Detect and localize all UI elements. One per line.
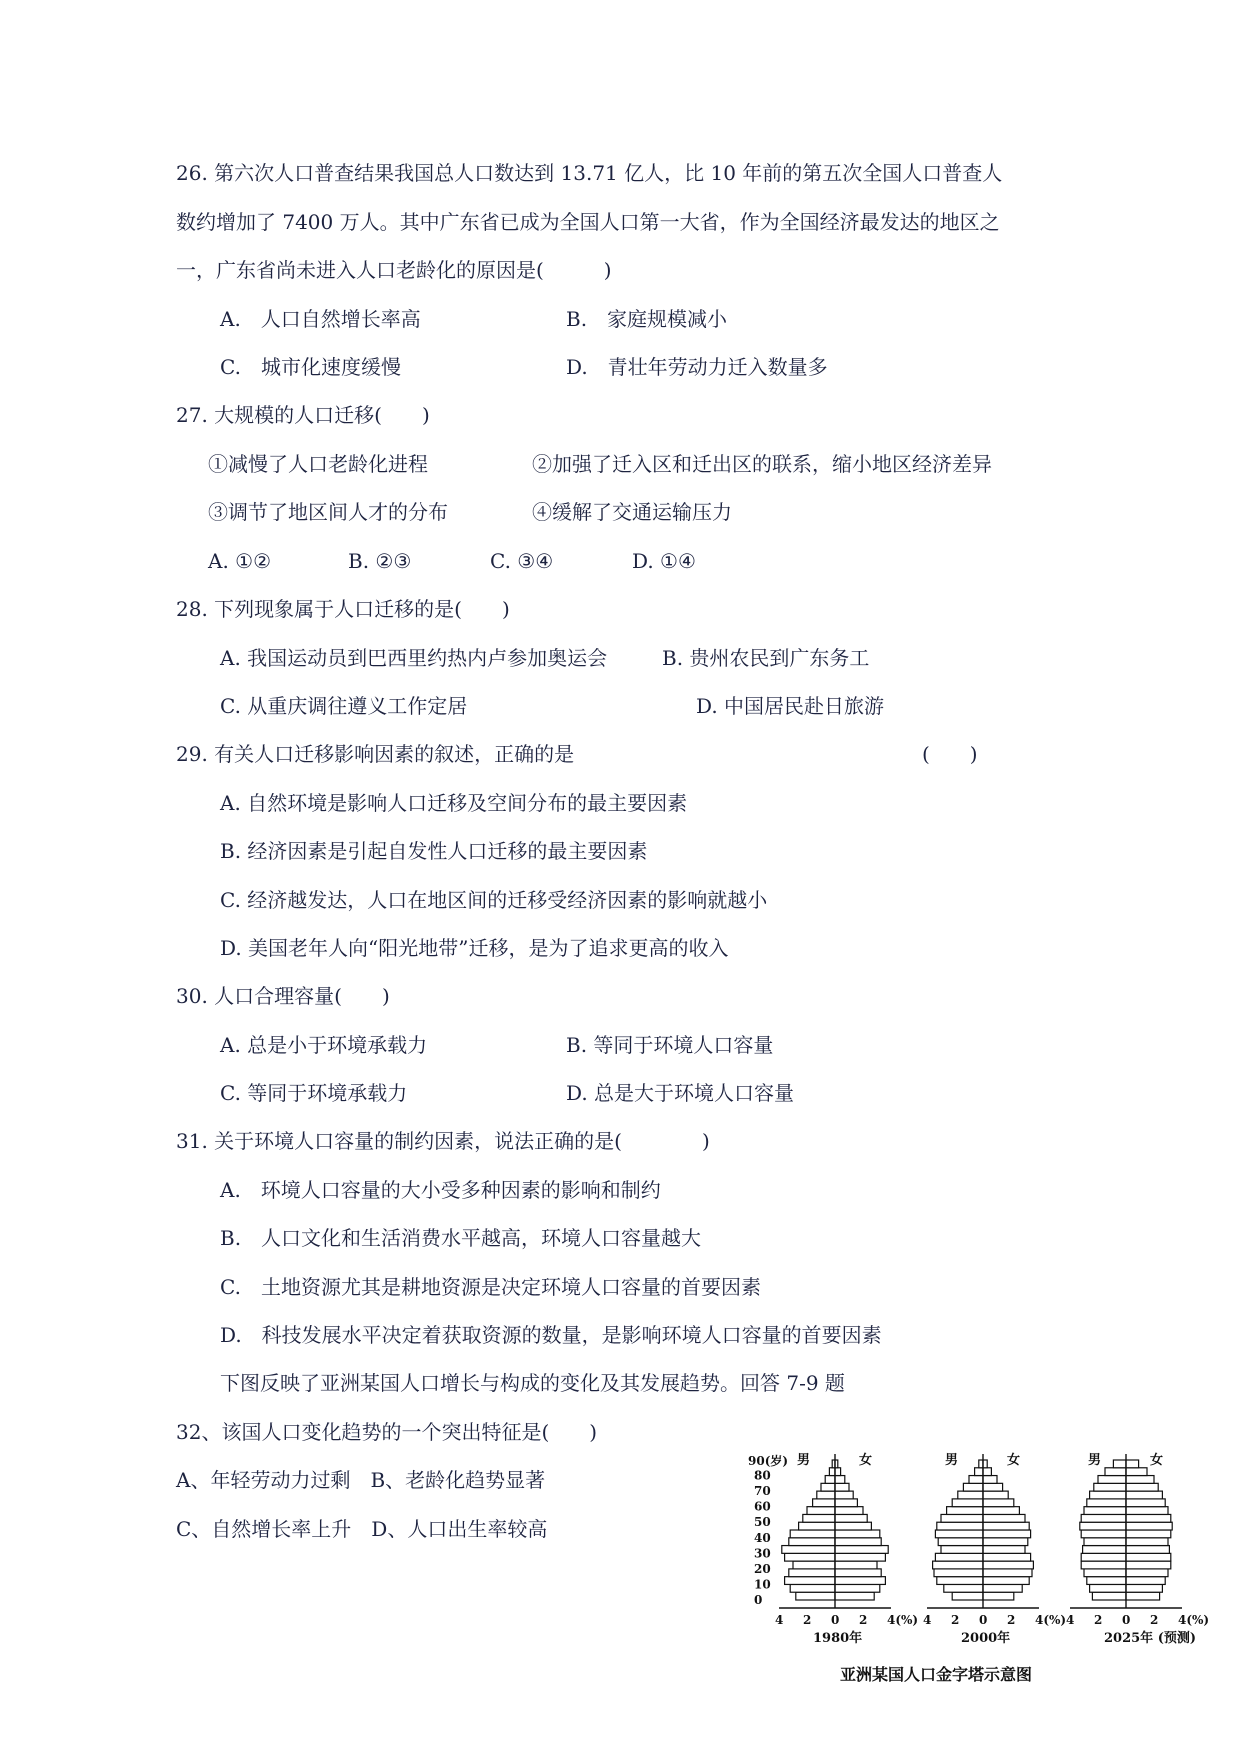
percent-tick-label: 0 (979, 1613, 988, 1627)
female-bar (983, 1476, 997, 1484)
female-bar (1126, 1460, 1139, 1468)
male-bar (941, 1514, 983, 1522)
male-bar (813, 1499, 835, 1507)
female-bar (835, 1468, 841, 1476)
q27-option-c: C. ③④ (490, 549, 554, 573)
female-bar (1126, 1553, 1171, 1561)
female-bar (983, 1561, 1033, 1569)
q26-option-c: C. 城市化速度缓慢 (220, 355, 401, 379)
q27-statement-2: ②加强了迁入区和迁出区的联系，缩小地区经济差异 (532, 452, 992, 476)
male-bar (789, 1538, 835, 1546)
female-bar (1126, 1507, 1168, 1515)
q27-statement-4: ④缓解了交通运输压力 (532, 500, 732, 524)
q30-option-d: D. 总是大于环境人口容量 (566, 1081, 795, 1105)
female-bar (835, 1514, 867, 1522)
q26-option-d: D. 青壮年劳动力迁入数量多 (566, 355, 828, 379)
q28-option-d: D. 中国居民赴日旅游 (696, 694, 885, 718)
female-bar (835, 1584, 880, 1592)
q26-option-a: A. 人口自然增长率高 (220, 307, 421, 331)
male-bar (941, 1546, 983, 1554)
q28-stem: 28. 下列现象属于人口迁移的是( ) (176, 597, 510, 621)
q27-option-d: D. ①④ (632, 549, 696, 573)
q26-option-b: B. 家庭规模减小 (566, 307, 728, 331)
age-tick-label: 70 (754, 1484, 771, 1499)
female-bar (835, 1483, 849, 1491)
percent-tick-label: 2 (1150, 1613, 1159, 1627)
female-bar (983, 1538, 1028, 1546)
q30-option-c: C. 等同于环境承载力 (220, 1081, 408, 1105)
male-bar (790, 1530, 835, 1538)
male-bar (785, 1553, 835, 1561)
male-bar (935, 1530, 983, 1538)
male-bar (782, 1546, 835, 1554)
male-bar (937, 1522, 983, 1530)
male-bar (1087, 1499, 1126, 1507)
q29-option-d: D. 美国老年人向“阳光地带”迁移，是为了追求更高的收入 (220, 936, 729, 960)
female-bar (1126, 1476, 1154, 1484)
percent-tick-label: 2 (803, 1613, 812, 1627)
female-bar (983, 1553, 1031, 1561)
q30-option-a: A. 总是小于环境承载力 (220, 1033, 428, 1057)
male-bar (975, 1468, 983, 1476)
percent-tick-label: 0 (1122, 1613, 1131, 1627)
female-bar (1126, 1483, 1158, 1491)
female-bar (1126, 1561, 1171, 1569)
percent-tick-label: 4 (923, 1613, 932, 1627)
q28-option-a: A. 我国运动员到巴西里约热内卢参加奥运会 (220, 646, 608, 670)
male-bar (937, 1577, 983, 1585)
q32-options-ab: A、年轻劳动力过剩 B、老龄化趋势显著 (176, 1468, 546, 1492)
female-bar (1126, 1530, 1171, 1538)
male-bar (952, 1592, 983, 1600)
female-bar (835, 1546, 888, 1554)
male-label: 男 (1088, 1453, 1102, 1468)
male-bar (1090, 1491, 1126, 1499)
male-bar (933, 1561, 983, 1569)
figure-caption: 亚洲某国人口金字塔示意图 (840, 1665, 1033, 1684)
q26-stem-line3: 一，广东省尚未进入人口老龄化的原因是( ) (176, 258, 612, 282)
female-label: 女 (859, 1453, 873, 1468)
female-bar (983, 1499, 1014, 1507)
q29-answer-paren: ( ) (922, 742, 978, 766)
percent-tick-label: 4 (775, 1613, 784, 1627)
female-bar (983, 1546, 1025, 1554)
male-bar (829, 1468, 835, 1476)
q31-stem: 31. 关于环境人口容量的制约因素，说法正确的是( ) (176, 1129, 710, 1153)
age-axis-title: 90(岁) (748, 1454, 789, 1468)
female-bar (983, 1530, 1031, 1538)
q29-stem: 29. 有关人口迁移影响因素的叙述，正确的是 (176, 742, 575, 766)
age-tick-label: 0 (754, 1593, 763, 1607)
male-bar (825, 1476, 835, 1484)
male-bar (803, 1514, 835, 1522)
male-bar (1081, 1514, 1126, 1522)
male-bar (1113, 1460, 1126, 1468)
male-bar (963, 1483, 983, 1491)
q32-stem: 32、该国人口变化趋势的一个突出特征是( ) (176, 1420, 598, 1444)
male-bar (789, 1569, 835, 1577)
male-bar (1081, 1553, 1126, 1561)
percent-tick-label: 0 (831, 1613, 840, 1627)
male-label: 男 (797, 1453, 811, 1468)
population-pyramids-svg (740, 1440, 1220, 1690)
age-tick-label: 80 (754, 1468, 771, 1483)
male-bar (1084, 1507, 1126, 1515)
female-bar (1126, 1577, 1165, 1585)
male-bar (952, 1499, 983, 1507)
female-bar (1126, 1546, 1169, 1554)
male-bar (944, 1584, 983, 1592)
female-bar (983, 1491, 1008, 1499)
male-bar (1080, 1522, 1126, 1530)
male-bar (958, 1491, 983, 1499)
female-bar (983, 1584, 1022, 1592)
percent-tick-label: 4 (1066, 1613, 1075, 1627)
female-bar (835, 1507, 863, 1515)
male-bar (935, 1553, 983, 1561)
female-bar (983, 1483, 1003, 1491)
q29-option-a: A. 自然环境是影响人口迁移及空间分布的最主要因素 (220, 791, 688, 815)
male-bar (807, 1507, 835, 1515)
percent-tick-label: 2 (1007, 1613, 1016, 1627)
pyramid-year-label: 1980年 (813, 1631, 863, 1646)
male-bar (1081, 1561, 1126, 1569)
female-bar (983, 1514, 1025, 1522)
female-bar (835, 1569, 881, 1577)
female-bar (1126, 1569, 1168, 1577)
female-bar (1126, 1499, 1165, 1507)
male-bar (1081, 1530, 1126, 1538)
male-bar (938, 1538, 983, 1546)
male-bar (1090, 1584, 1126, 1592)
q28-option-b: B. 贵州农民到广东务工 (662, 646, 870, 670)
male-bar (1084, 1538, 1126, 1546)
q31-option-d: D. 科技发展水平决定着获取资源的数量，是影响环境人口容量的首要因素 (220, 1323, 882, 1347)
male-bar (793, 1561, 835, 1569)
pyramid-year-label: 2000年 (961, 1631, 1011, 1646)
q29-option-b: B. 经济因素是引起自发性人口迁移的最主要因素 (220, 839, 648, 863)
percent-tick-label: 4(%) (1035, 1613, 1067, 1627)
male-bar (947, 1507, 983, 1515)
male-bar (785, 1577, 835, 1585)
q31-option-b: B. 人口文化和生活消费水平越高，环境人口容量越大 (220, 1226, 702, 1250)
percent-tick-label: 2 (951, 1613, 960, 1627)
male-bar (817, 1491, 835, 1499)
female-bar (983, 1522, 1029, 1530)
age-tick-label: 30 (754, 1546, 771, 1561)
male-bar (1105, 1468, 1126, 1476)
percent-tick-label: 4(%) (887, 1613, 919, 1627)
female-bar (835, 1491, 853, 1499)
male-bar (1087, 1577, 1126, 1585)
female-label: 女 (1007, 1453, 1021, 1468)
male-bar (821, 1483, 835, 1491)
q27-statement-3: ③调节了地区间人才的分布 (208, 500, 448, 524)
q30-stem: 30. 人口合理容量( ) (176, 984, 390, 1008)
percent-tick-label: 2 (859, 1613, 868, 1627)
age-tick-label: 10 (754, 1577, 771, 1592)
male-bar (790, 1584, 835, 1592)
q30-option-b: B. 等同于环境人口容量 (566, 1033, 774, 1057)
male-bar (796, 1592, 835, 1600)
female-bar (835, 1476, 845, 1484)
q31-option-a: A. 环境人口容量的大小受多种因素的影响和制约 (220, 1178, 661, 1202)
pyramid-year-label: 2025年 (预测) (1104, 1631, 1197, 1646)
female-bar (1126, 1491, 1162, 1499)
female-bar (835, 1538, 881, 1546)
female-bar (1126, 1538, 1168, 1546)
male-bar (1094, 1483, 1126, 1491)
q28-option-c: C. 从重庆调往遵义工作定居 (220, 694, 468, 718)
female-bar (1126, 1514, 1171, 1522)
age-tick-label: 40 (754, 1530, 771, 1545)
q27-option-a: A. ①② (208, 549, 272, 573)
female-bar (1126, 1468, 1147, 1476)
female-bar (983, 1569, 1032, 1577)
population-pyramid-figure (740, 1440, 1220, 1690)
male-bar (1092, 1592, 1126, 1600)
q31-option-c: C. 土地资源尤其是耕地资源是决定环境人口容量的首要因素 (220, 1275, 761, 1299)
male-bar (1084, 1569, 1126, 1577)
female-bar (835, 1530, 880, 1538)
female-bar (983, 1468, 991, 1476)
percent-tick-label: 2 (1094, 1613, 1103, 1627)
female-bar (835, 1522, 871, 1530)
male-label: 男 (945, 1453, 959, 1468)
age-tick-label: 60 (754, 1499, 771, 1514)
female-bar (835, 1592, 874, 1600)
female-bar (1126, 1592, 1160, 1600)
age-tick-label: 20 (754, 1561, 771, 1576)
q29-option-c: C. 经济越发达，人口在地区间的迁移受经济因素的影响就越小 (220, 888, 768, 912)
percent-tick-label: 4(%) (1178, 1613, 1210, 1627)
male-bar (799, 1522, 835, 1530)
male-bar (934, 1569, 983, 1577)
age-tick-label: 50 (754, 1515, 771, 1530)
male-bar (1083, 1546, 1126, 1554)
male-bar (1098, 1476, 1126, 1484)
q26-stem-line2: 数约增加了 7400 万人。其中广东省已成为全国人口第一大省，作为全国经济最发达的地区之 (176, 210, 1000, 234)
female-bar (1126, 1522, 1172, 1530)
female-bar (983, 1592, 1014, 1600)
male-bar (969, 1476, 983, 1484)
female-bar (835, 1561, 877, 1569)
female-bar (983, 1577, 1029, 1585)
female-label: 女 (1150, 1453, 1164, 1468)
female-bar (835, 1499, 857, 1507)
q27-option-b: B. ②③ (348, 549, 412, 573)
female-bar (835, 1577, 885, 1585)
female-bar (835, 1553, 885, 1561)
q27-statement-1: ①减慢了人口老龄化进程 (208, 452, 428, 476)
female-bar (983, 1507, 1019, 1515)
q27-stem: 27. 大规模的人口迁移( ) (176, 403, 430, 427)
figure-intro-text: 下图反映了亚洲某国人口增长与构成的变化及其发展趋势。回答 7-9 题 (220, 1371, 845, 1395)
female-bar (1126, 1584, 1162, 1592)
q26-stem-line1: 26. 第六次人口普查结果我国总人口数达到 13.71 亿人，比 10 年前的第五次全国人口普查人 (176, 161, 1003, 185)
q32-options-cd: C、自然增长率上升 D、人口出生率较高 (176, 1517, 548, 1541)
